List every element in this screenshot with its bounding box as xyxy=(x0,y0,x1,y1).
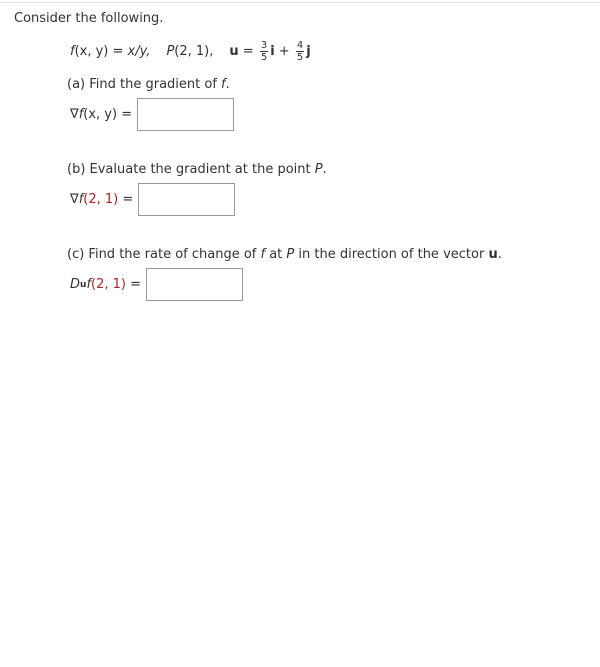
part-b-label-suffix: . xyxy=(322,162,327,177)
fraction-numerator: 4 xyxy=(296,39,304,51)
part-c-label-var-p: P xyxy=(286,247,295,262)
part-a-label xyxy=(67,77,230,92)
function-equals: = xyxy=(108,43,128,59)
unit-vector-j: j xyxy=(306,43,311,59)
part-c-label-vector: u xyxy=(488,247,498,262)
part-b-label-text: (b) Evaluate the gradient at the point xyxy=(67,162,315,177)
gradient-at-point-answer-input[interactable] xyxy=(138,183,235,216)
fraction-i-coefficient xyxy=(260,40,268,63)
part-c-label-mid: at xyxy=(265,247,287,262)
vector-u-symbol: u xyxy=(229,43,239,59)
part-a-label-var: f xyxy=(221,77,226,92)
part-c-label-text: (c) Find the rate of change of xyxy=(67,247,261,262)
part-b-label-var: P xyxy=(314,162,323,177)
unit-vector-i: i xyxy=(270,43,275,59)
function-name: f xyxy=(70,43,75,59)
part-c-answer-row xyxy=(70,268,243,301)
part-a-answer-row xyxy=(70,98,234,131)
nabla-symbol: ∇ xyxy=(70,192,79,207)
directional-derivative-d: D xyxy=(70,277,81,292)
answer-args: (2, 1) xyxy=(91,277,126,292)
intro-text: Consider the following. xyxy=(14,11,164,26)
gradient-answer-input[interactable] xyxy=(137,98,234,131)
fraction-numerator: 3 xyxy=(260,39,268,51)
part-b-label xyxy=(67,162,327,177)
answer-equals: = xyxy=(117,107,133,122)
answer-equals: = xyxy=(125,277,141,292)
part-a-label-text: (a) Find the gradient of xyxy=(67,77,222,92)
directional-derivative-answer-input[interactable] xyxy=(146,268,243,301)
answer-args: (x, y) xyxy=(83,107,118,122)
answer-args: (2, 1) xyxy=(83,192,119,207)
answer-function-name: f xyxy=(78,192,84,207)
nabla-symbol: ∇ xyxy=(70,107,79,122)
function-expression: x/y, xyxy=(127,43,151,59)
plus-sign: + xyxy=(274,43,294,59)
point-coords: (2, 1), xyxy=(174,43,214,59)
top-divider xyxy=(0,2,600,3)
part-c-label-suffix: . xyxy=(497,247,502,262)
fraction-denominator: 5 xyxy=(296,51,304,63)
fraction-j-coefficient xyxy=(296,40,304,63)
answer-function-name: f xyxy=(78,107,84,122)
directional-derivative-subscript: u xyxy=(80,279,87,290)
part-c-label-mid2: in the direction of the vector xyxy=(294,247,489,262)
part-b-answer-row xyxy=(70,183,235,216)
vector-equals: = xyxy=(238,43,258,59)
part-a-label-suffix: . xyxy=(225,77,230,92)
part-c-label xyxy=(67,247,502,262)
point-name: P xyxy=(166,43,175,59)
answer-function-name: f xyxy=(86,277,92,292)
fraction-denominator: 5 xyxy=(260,51,268,63)
part-c-label-var-f: f xyxy=(260,247,266,262)
function-args: (x, y) xyxy=(74,43,109,59)
answer-equals: = xyxy=(118,192,134,207)
problem-statement xyxy=(70,34,311,68)
